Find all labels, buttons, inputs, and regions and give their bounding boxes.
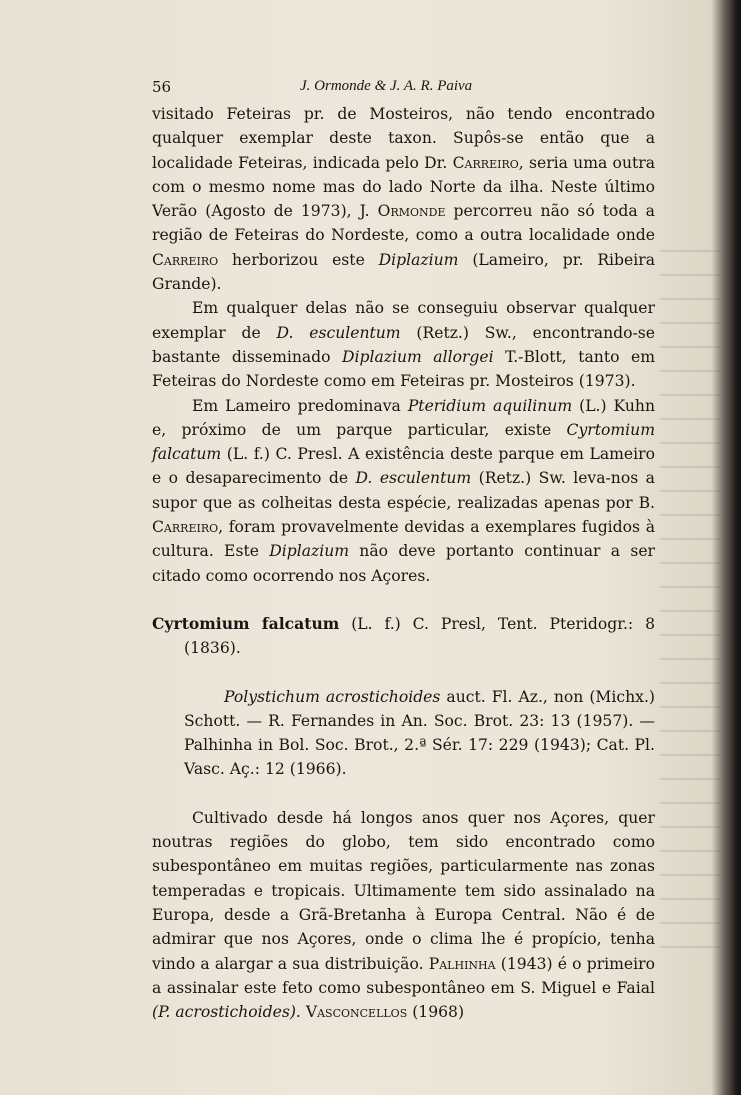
taxon-name: Pteridium aquilinum xyxy=(407,396,573,415)
show-through-text xyxy=(660,250,720,950)
taxon-name: Diplazium xyxy=(269,542,350,561)
author-name: Carreiro xyxy=(152,518,219,537)
taxon-name: Diplazium allorgei xyxy=(342,347,494,366)
author-name: Carreiro xyxy=(152,250,219,269)
taxon-entry xyxy=(152,612,655,661)
text-run: (1943) é o primeiro a assinalar este feto como subespontâneo em S. Miguel e Faial xyxy=(152,954,655,997)
page-header xyxy=(152,78,672,100)
author-name: Palhinha xyxy=(428,954,496,973)
author-name: Carreiro xyxy=(452,153,519,172)
text-run: (Lameiro, pr. Ribeira Grande). xyxy=(152,250,655,294)
text-run: não deve portanto continuar a ser citado como ocorrendo nos Açores. xyxy=(152,542,656,585)
page-number: 56 xyxy=(152,78,172,96)
text-run: (Retz.) Sw. leva-nos a supor que as colheitas desta espécie, realizadas apenas por B. xyxy=(152,469,655,512)
author-name: Vasconcellos xyxy=(305,1003,408,1022)
running-head: J. Ormonde & J. A. R. Paiva xyxy=(300,78,473,94)
synonym-name: Polystichum acrostichoides xyxy=(224,687,441,706)
text-run: T.-Blott, tanto em Feteiras do Nordeste como em Feteiras pr. Mosteiros (1973). xyxy=(152,347,656,391)
author-name: Ormonde xyxy=(377,202,446,221)
text-run: herborizou este xyxy=(218,250,379,269)
book-spine-shadow xyxy=(727,0,741,1095)
taxon-name: Cyrtomium falcatum xyxy=(152,420,655,464)
taxon-name: D. esculentum xyxy=(276,323,401,342)
text-run: Em qualquer delas não se conseguiu observar qualquer exemplar de xyxy=(152,299,655,342)
taxon-name: D. esculentum xyxy=(355,469,472,488)
paragraph-2 xyxy=(152,296,655,393)
text-run: (L. f.) C. Presl. A existência deste parque em Lameiro e o desaparecimento de xyxy=(152,445,655,488)
text-run: Cultivado desde há longos anos quer nos Açores, quer noutras regiões do globo, tem sido encontrado como subespontâneo em muitas regiões, particularmente nas zonas temperadas e tropicais. Ultimamente tem sido assinalado na Europa, desde a Grã-Bretanha à Europa Central. Não é de admirar que nos Açores, onde o clima lhe é propício, tenha vindo a alargar a sua distribuição. xyxy=(152,808,655,973)
taxon-name: Diplazium xyxy=(378,250,459,269)
taxon-name: (P. acrostichoides) xyxy=(152,1003,296,1022)
text-run: , seria uma outra com o mesmo nome mas do lado Norte da ilha. Neste último Verão (Agosto de 1973), J. xyxy=(152,153,656,221)
text-run: (Retz.) Sw., encontrando-se bastante disseminado xyxy=(152,323,655,366)
paragraph-3 xyxy=(152,394,655,588)
taxon-citation: (L. f.) C. Presl, Tent. Pteridogr.: 8 (1836). xyxy=(184,614,655,658)
paragraph-1 xyxy=(152,102,655,296)
synonymy xyxy=(152,685,655,782)
synonym-citation: auct. Fl. Az., non (Michx.) Schott. — R. Fernandes in An. Soc. Brot. 23: 13 (1957). — Palhinha in Bol. Soc. Brot., 2.ª Sér. 17: 229 (1943); Cat. Pl. Vasc. Aç.: 12 (1966). xyxy=(184,687,655,779)
body-text xyxy=(152,102,655,1024)
paragraph-4 xyxy=(152,806,655,1025)
text-run: (1968) xyxy=(407,1003,465,1022)
text-run: , foram provavelmente devidas a exemplares fugidos à cultura. Este xyxy=(152,518,655,561)
text-run: percorreu não só toda a região de Feteiras do Nordeste, como a outra localidade onde xyxy=(152,202,655,245)
taxon-heading: Cyrtomium falcatum xyxy=(152,613,340,633)
text-run: . xyxy=(295,1003,306,1022)
text-run: (L.) Kuhn e, próximo de um parque particular, existe xyxy=(152,396,655,439)
text-run: Em Lameiro predominava xyxy=(192,396,408,415)
text-run: visitado Feteiras pr. de Mosteiros, não tendo encontrado qualquer exemplar deste taxon. Supôs-se então que a localidade Feteiras, indicada pelo Dr. xyxy=(152,105,655,172)
